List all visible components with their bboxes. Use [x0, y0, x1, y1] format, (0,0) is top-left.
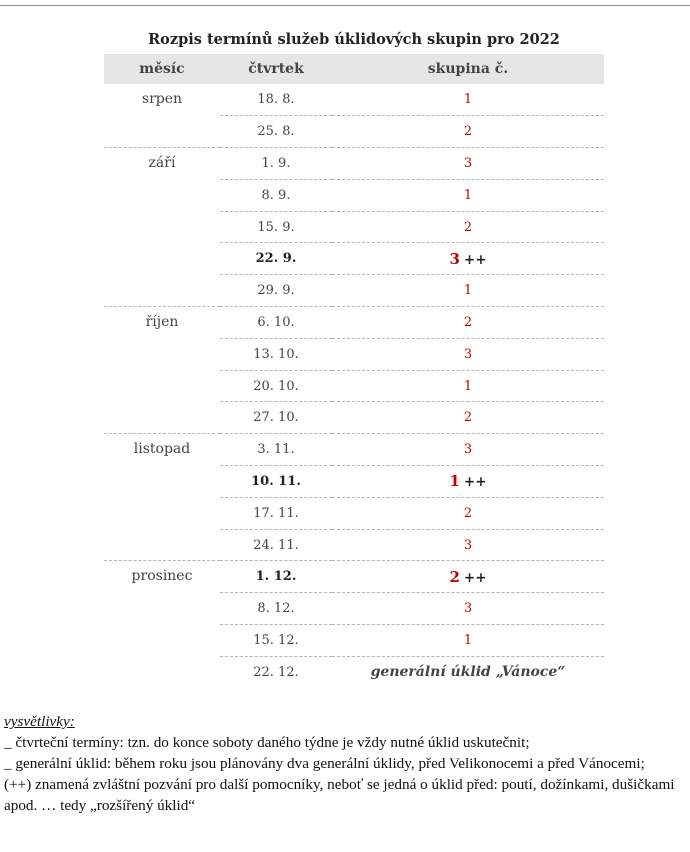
header-day: čtvrtek [220, 54, 332, 84]
group-number: 3 [463, 442, 473, 458]
date-cell [220, 275, 332, 307]
group-cell [332, 211, 604, 243]
group-cell [332, 625, 604, 657]
date-text: 27. 10. [253, 410, 299, 426]
table-row [104, 148, 604, 180]
month-cell: prosinec [104, 561, 220, 688]
group-cell [332, 402, 604, 434]
group-cell [332, 338, 604, 370]
date-cell [220, 338, 332, 370]
date-text: 17. 11. [253, 505, 299, 521]
schedule-title: Rozpis termínů služeb úklidových skupin pro 2022 [148, 31, 560, 48]
date-text: 29. 9. [257, 283, 295, 299]
group-number: 2 [463, 124, 473, 140]
group-cell [332, 84, 604, 116]
month-cell: listopad [104, 434, 220, 561]
date-text: 6. 10. [257, 314, 295, 330]
group-cell [332, 466, 604, 498]
group-cell [332, 656, 604, 688]
special-cleaning-label: generální úklid „Vánoce“ [370, 664, 566, 681]
date-cell [220, 211, 332, 243]
table-row [104, 307, 604, 339]
date-cell [220, 593, 332, 625]
group-cell [332, 529, 604, 561]
date-text: 22. 12. [253, 664, 299, 680]
date-text: 15. 9. [257, 219, 295, 235]
extended-cleaning-mark: ++ [463, 569, 487, 586]
date-text: 18. 8. [257, 92, 295, 108]
group-number: 1 [463, 187, 473, 203]
date-cell [220, 148, 332, 180]
group-number: 1 [463, 632, 473, 648]
date-cell [220, 625, 332, 657]
date-cell [220, 529, 332, 561]
date-text: 1. 12. [255, 569, 297, 585]
date-cell [220, 307, 332, 339]
table-row [104, 434, 604, 466]
group-cell [332, 307, 604, 339]
date-cell [220, 656, 332, 688]
date-cell [220, 561, 332, 593]
date-text: 1. 9. [261, 155, 291, 171]
date-cell [220, 116, 332, 148]
group-cell [332, 370, 604, 402]
date-text: 8. 12. [257, 601, 295, 617]
group-number: 2 [463, 314, 473, 330]
group-cell [332, 561, 604, 593]
group-cell [332, 593, 604, 625]
group-number: 2 [449, 567, 460, 586]
date-text: 3. 11. [257, 442, 295, 458]
date-text: 24. 11. [253, 537, 299, 553]
group-cell [332, 497, 604, 529]
header-group: skupina č. [332, 54, 604, 84]
group-number: 3 [463, 537, 473, 553]
month-cell: srpen [141, 91, 183, 107]
legend-heading: vysvětlivky: [4, 713, 75, 730]
legend [4, 711, 688, 816]
top-divider [0, 5, 690, 6]
date-text: 15. 12. [253, 632, 299, 648]
group-number: 3 [463, 155, 473, 171]
schedule-body [104, 84, 604, 688]
month-cell: říjen [104, 307, 220, 434]
group-number: 1 [463, 283, 473, 299]
table-row [104, 84, 604, 116]
group-number: 2 [463, 410, 473, 426]
date-text: 13. 10. [253, 346, 299, 362]
legend-line: (++) znamená zvláštní pozvání pro další pomocníky, neboť se jedná o úklid před: poutí, dožínkami, dušičkami apod. … tedy „rozšířený úklid“ [4, 776, 675, 814]
group-cell [332, 275, 604, 307]
group-cell [332, 179, 604, 211]
date-text: 22. 9. [255, 251, 297, 267]
date-text: 8. 9. [261, 187, 291, 203]
table-header-row [104, 54, 604, 84]
date-text: 25. 8. [257, 124, 295, 140]
legend-line: _ čtvrteční termíny: tzn. do konce soboty daného týdne je vždy nutné úklid uskutečnit; [4, 734, 530, 751]
group-number: 3 [463, 346, 473, 362]
group-number: 3 [463, 601, 473, 617]
group-number: 2 [463, 505, 473, 521]
date-cell [220, 179, 332, 211]
date-cell [220, 434, 332, 466]
group-cell [332, 148, 604, 180]
schedule-section [104, 30, 604, 688]
date-cell [220, 243, 332, 275]
group-number: 3 [449, 249, 460, 268]
date-cell [220, 497, 332, 529]
table-row [104, 561, 604, 593]
group-number: 1 [463, 378, 473, 394]
group-number: 2 [463, 219, 473, 235]
extended-cleaning-mark: ++ [463, 251, 487, 268]
date-text: 20. 10. [253, 378, 299, 394]
date-cell [220, 466, 332, 498]
date-text: 10. 11. [251, 473, 301, 489]
group-cell [332, 116, 604, 148]
header-month: měsíc [104, 54, 220, 84]
month-cell: září [104, 148, 220, 307]
date-cell [220, 84, 332, 116]
group-cell [332, 434, 604, 466]
date-cell [220, 402, 332, 434]
extended-cleaning-mark: ++ [463, 474, 487, 491]
group-number: 1 [449, 472, 460, 491]
group-cell [332, 243, 604, 275]
group-number: 1 [463, 92, 473, 108]
date-cell [220, 370, 332, 402]
schedule-table [104, 54, 604, 688]
legend-line: _ generální úklid: během roku jsou plánovány dva generální úklidy, před Velikonocemi a před Vánocemi; [4, 755, 645, 772]
